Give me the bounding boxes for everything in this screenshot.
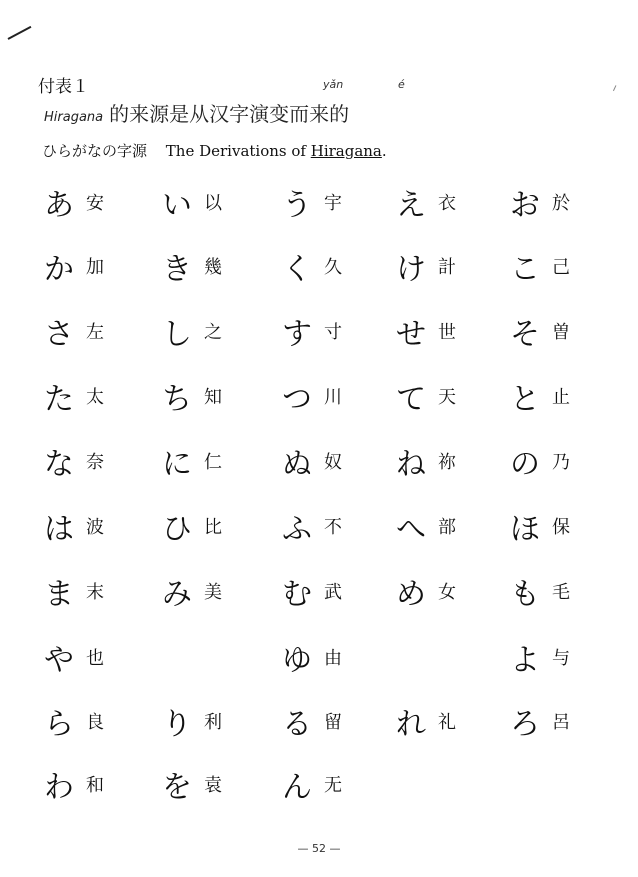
source-kanji: 不 [324,517,342,538]
kana-cell [396,374,506,424]
kana-cell [282,180,392,230]
kana-cell [44,762,154,812]
pinyin-annotation-yan: yǎn [323,78,344,91]
kana-cell [510,374,620,424]
hiragana-char: せ [396,317,426,352]
kana-cell [44,635,154,685]
kana-cell [162,180,272,230]
hiragana-char: く [282,252,312,287]
kana-cell [396,504,506,554]
source-kanji: 乃 [552,452,570,473]
title-english-underlined-word: Hiragana [310,142,382,160]
kana-cell [162,699,272,749]
source-kanji: 安 [86,193,104,214]
source-kanji: 曽 [552,322,570,343]
hiragana-char: お [510,188,540,223]
source-kanji: 仁 [204,452,222,473]
kana-cell [510,180,620,230]
kana-cell [396,439,506,489]
hiragana-char: は [44,512,74,547]
kana-cell [282,439,392,489]
kana-cell [510,244,620,294]
source-kanji: 袁 [204,775,222,796]
kana-cell [44,699,154,749]
kana-cell [510,699,620,749]
source-kanji: 寸 [324,322,342,343]
title-english: The Derivations of Hiragana. [165,142,387,160]
hiragana-char: う [282,188,312,223]
kana-cell [162,309,272,359]
source-kanji: 天 [438,387,456,408]
kana-cell [162,374,272,424]
kana-cell [162,762,272,812]
source-kanji: 比 [204,517,222,538]
source-kanji: 世 [438,322,456,343]
hiragana-char: と [510,382,540,417]
hiragana-char: え [396,188,426,223]
source-kanji: 久 [324,257,342,278]
hiragana-char: わ [44,770,74,805]
source-kanji: 也 [86,648,104,669]
source-kanji: 良 [86,712,104,733]
source-kanji: 知 [204,387,222,408]
source-kanji: 美 [204,582,222,603]
hiragana-char: ら [44,707,74,742]
source-kanji: 左 [86,322,104,343]
hiragana-char: そ [510,317,540,352]
hiragana-char: ひ [162,512,192,547]
kana-cell [396,569,506,619]
hiragana-char: る [282,707,312,742]
kana-cell [396,309,506,359]
source-kanji: 奈 [86,452,104,473]
hiragana-char: ち [162,382,192,417]
source-kanji: 奴 [324,452,342,473]
source-kanji: 呂 [552,712,570,733]
source-kanji: 礼 [438,712,456,733]
pen-tick-mark [613,85,620,93]
source-kanji: 毛 [552,582,570,603]
hiragana-char: ね [396,447,426,482]
kana-cell [510,504,620,554]
source-kanji: 計 [438,257,456,278]
page-title [42,140,387,161]
kana-cell [396,244,506,294]
hiragana-char: て [396,382,426,417]
kana-cell [44,569,154,619]
hiragana-char: ゆ [282,643,312,678]
source-kanji: 保 [552,517,570,538]
hiragana-char: ん [282,770,312,805]
hiragana-char: ほ [510,512,540,547]
handwritten-note-cjk: 的来源是从汉字演变而来的 [109,102,350,126]
source-kanji: 以 [204,193,222,214]
kana-cell [510,309,620,359]
pinyin-annotation-e: é [398,78,405,91]
hiragana-char: ろ [510,707,540,742]
source-kanji: 太 [86,387,104,408]
kana-cell [282,762,392,812]
kana-cell [282,309,392,359]
hiragana-char: よ [510,643,540,678]
handwritten-note [44,98,349,127]
hiragana-char: へ [396,512,426,547]
source-kanji: 加 [86,257,104,278]
source-kanji: 波 [86,517,104,538]
source-kanji: 祢 [438,452,456,473]
source-kanji: 之 [204,322,222,343]
hiragana-char: あ [44,188,74,223]
kana-cell [44,374,154,424]
kana-cell [162,504,272,554]
source-kanji: 衣 [438,193,456,214]
source-kanji: 无 [324,775,342,796]
hiragana-char: つ [282,382,312,417]
kana-cell [44,504,154,554]
kana-cell [162,439,272,489]
hiragana-char: や [44,643,74,678]
source-kanji: 武 [324,582,342,603]
hiragana-char: り [162,707,192,742]
hiragana-char: め [396,577,426,612]
source-kanji: 留 [324,712,342,733]
kana-cell [510,569,620,619]
hiragana-char: し [162,317,192,352]
source-kanji: 由 [324,648,342,669]
kana-cell [396,180,506,230]
hiragana-char: ふ [282,512,312,547]
kana-cell [162,244,272,294]
kana-cell [44,180,154,230]
kana-cell [510,439,620,489]
hiragana-char: み [162,577,192,612]
kana-cell [282,569,392,619]
kana-cell [282,504,392,554]
kana-cell [282,699,392,749]
kana-cell [44,244,154,294]
source-kanji: 女 [438,582,456,603]
source-kanji: 於 [552,193,570,214]
page-number: — 52 — [297,842,341,855]
kana-cell [44,439,154,489]
source-kanji: 和 [86,775,104,796]
source-kanji: 己 [552,257,570,278]
source-kanji: 幾 [204,257,222,278]
source-kanji: 部 [438,517,456,538]
hiragana-char: さ [44,317,74,352]
kana-cell [510,635,620,685]
hiragana-char: き [162,252,192,287]
kana-cell [282,635,392,685]
pen-stroke-mark [8,26,32,40]
hiragana-char: に [162,447,192,482]
hiragana-char: を [162,770,192,805]
source-kanji: 与 [552,648,570,669]
handwritten-note-latin: Hiragana [44,110,104,125]
source-kanji: 宇 [324,193,342,214]
hiragana-char: た [44,382,74,417]
appendix-table-number: 付表１ [38,77,89,97]
hiragana-char: い [162,188,192,223]
title-japanese: ひらがなの字源 [42,142,148,160]
hiragana-char: か [44,252,74,287]
kana-cell [396,699,506,749]
source-kanji: 止 [552,387,570,408]
kana-cell [162,569,272,619]
kana-cell [282,244,392,294]
kana-cell [44,309,154,359]
source-kanji: 末 [86,582,104,603]
hiragana-char: む [282,577,312,612]
hiragana-char: な [44,447,74,482]
kana-cell [282,374,392,424]
hiragana-char: の [510,447,540,482]
source-kanji: 利 [204,712,222,733]
hiragana-char: れ [396,707,426,742]
hiragana-char: け [396,252,426,287]
hiragana-char: ぬ [282,447,312,482]
hiragana-char: こ [510,252,540,287]
hiragana-char: ま [44,577,74,612]
hiragana-char: も [510,577,540,612]
source-kanji: 川 [324,387,342,408]
hiragana-char: す [282,317,312,352]
